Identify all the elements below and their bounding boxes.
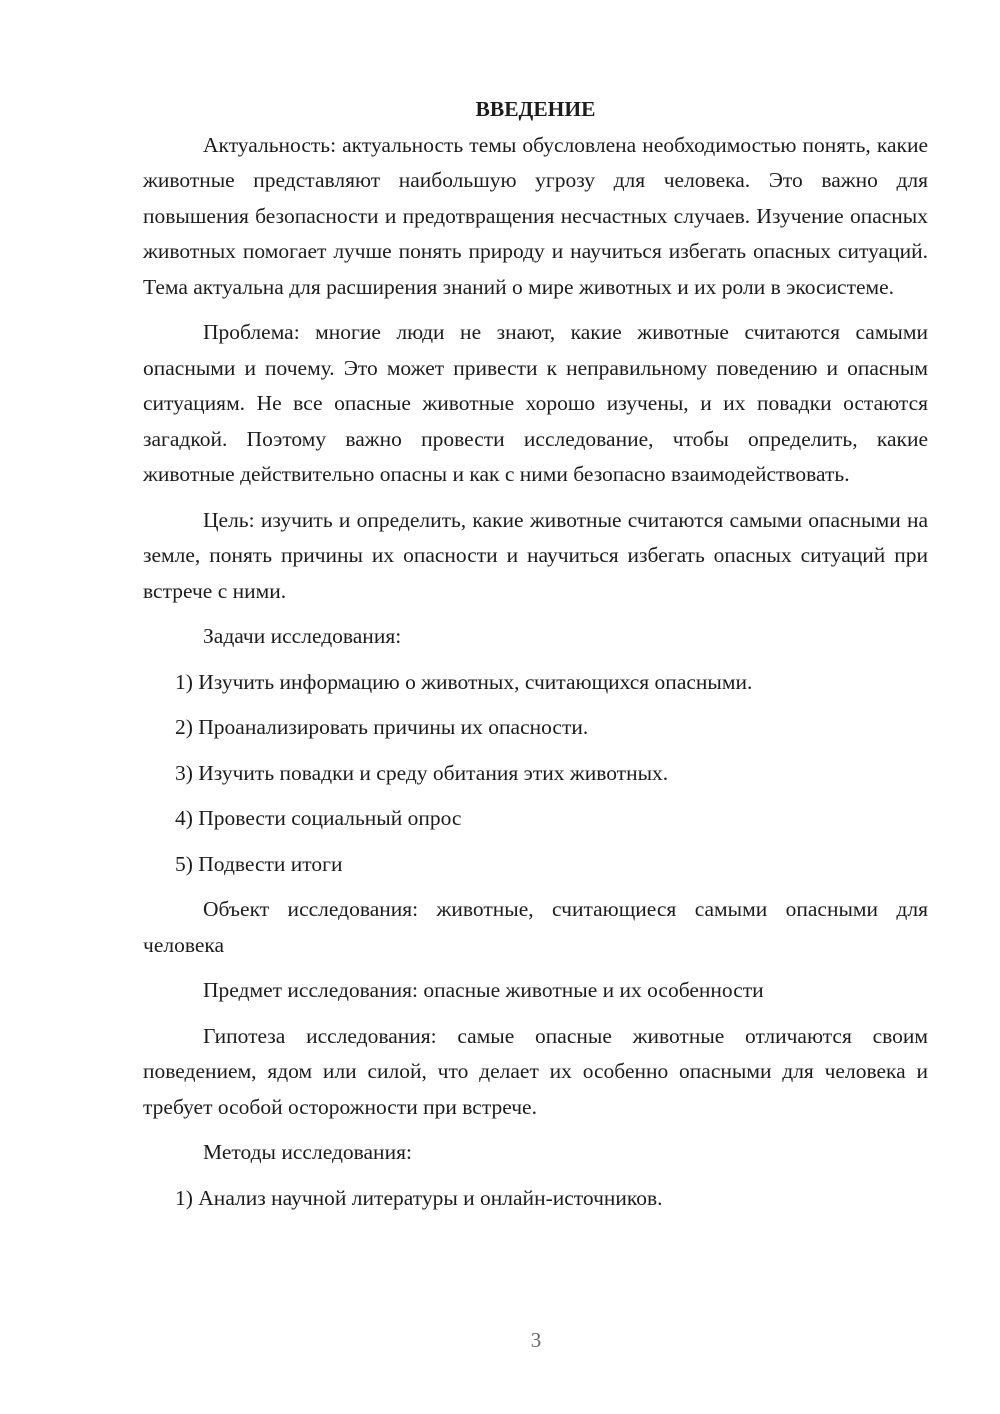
- page-content: [143, 92, 928, 1226]
- methods-title: Методы исследования:: [203, 1140, 412, 1164]
- paragraph-relevance: Актуальность: актуальность темы обусловлена необходимостью понять, какие животные представляют наибольшую угрозу для человека. Это важно для повышения безопасности и предотвращения несчастных случаев. Изучение опасных животных помогает лучше понять природу и научиться избегать опасных ситуаций. Тема актуальна для расширения знаний о мире животных и их роли в экосистеме.: [143, 132, 928, 299]
- task-item-4: 4) Провести социальный опрос: [175, 806, 462, 830]
- paragraph-goal: Цель: изучить и определить, какие животные считаются самыми опасными на земле, понять причины их опасности и научиться избегать опасных ситуаций при встрече с ними.: [143, 507, 928, 603]
- paragraph-problem: Проблема: многие люди не знают, какие животные считаются самыми опасными и почему. Это может привести к неправильному поведению и опасным ситуациям. Не все опасные животные хорошо изучены, и их повадки остаются загадкой. Поэтому важно провести исследование, чтобы определить, какие животные действительно опасны и как с ними безопасно взаимодействовать.: [143, 320, 928, 486]
- paragraph-hypothesis: Гипотеза исследования: самые опасные животные отличаются своим поведением, ядом или силой, что делает их особенно опасными для человека и требует особой осторожности при встрече.: [143, 1023, 928, 1119]
- paragraph-object: Объект исследования: животные, считающиеся самыми опасными для человека: [143, 897, 928, 957]
- task-item-5: 5) Подвести итоги: [175, 851, 343, 876]
- task-item-3: 3) Изучить повадки и среду обитания этих животных.: [175, 760, 669, 785]
- section-heading: ВВЕДЕНИЕ: [475, 97, 596, 121]
- page-number: 3: [530, 1328, 542, 1352]
- tasks-title: Задачи исследования:: [203, 624, 402, 648]
- paragraph-subject: Предмет исследования: опасные животные и их особенности: [203, 978, 764, 1002]
- task-item-2: 2) Проанализировать причины их опасности.: [175, 715, 589, 739]
- task-item-1: 1) Изучить информацию о животных, считающихся опасными.: [175, 669, 753, 694]
- method-item-1: 1) Анализ научной литературы и онлайн-источников.: [175, 1185, 663, 1210]
